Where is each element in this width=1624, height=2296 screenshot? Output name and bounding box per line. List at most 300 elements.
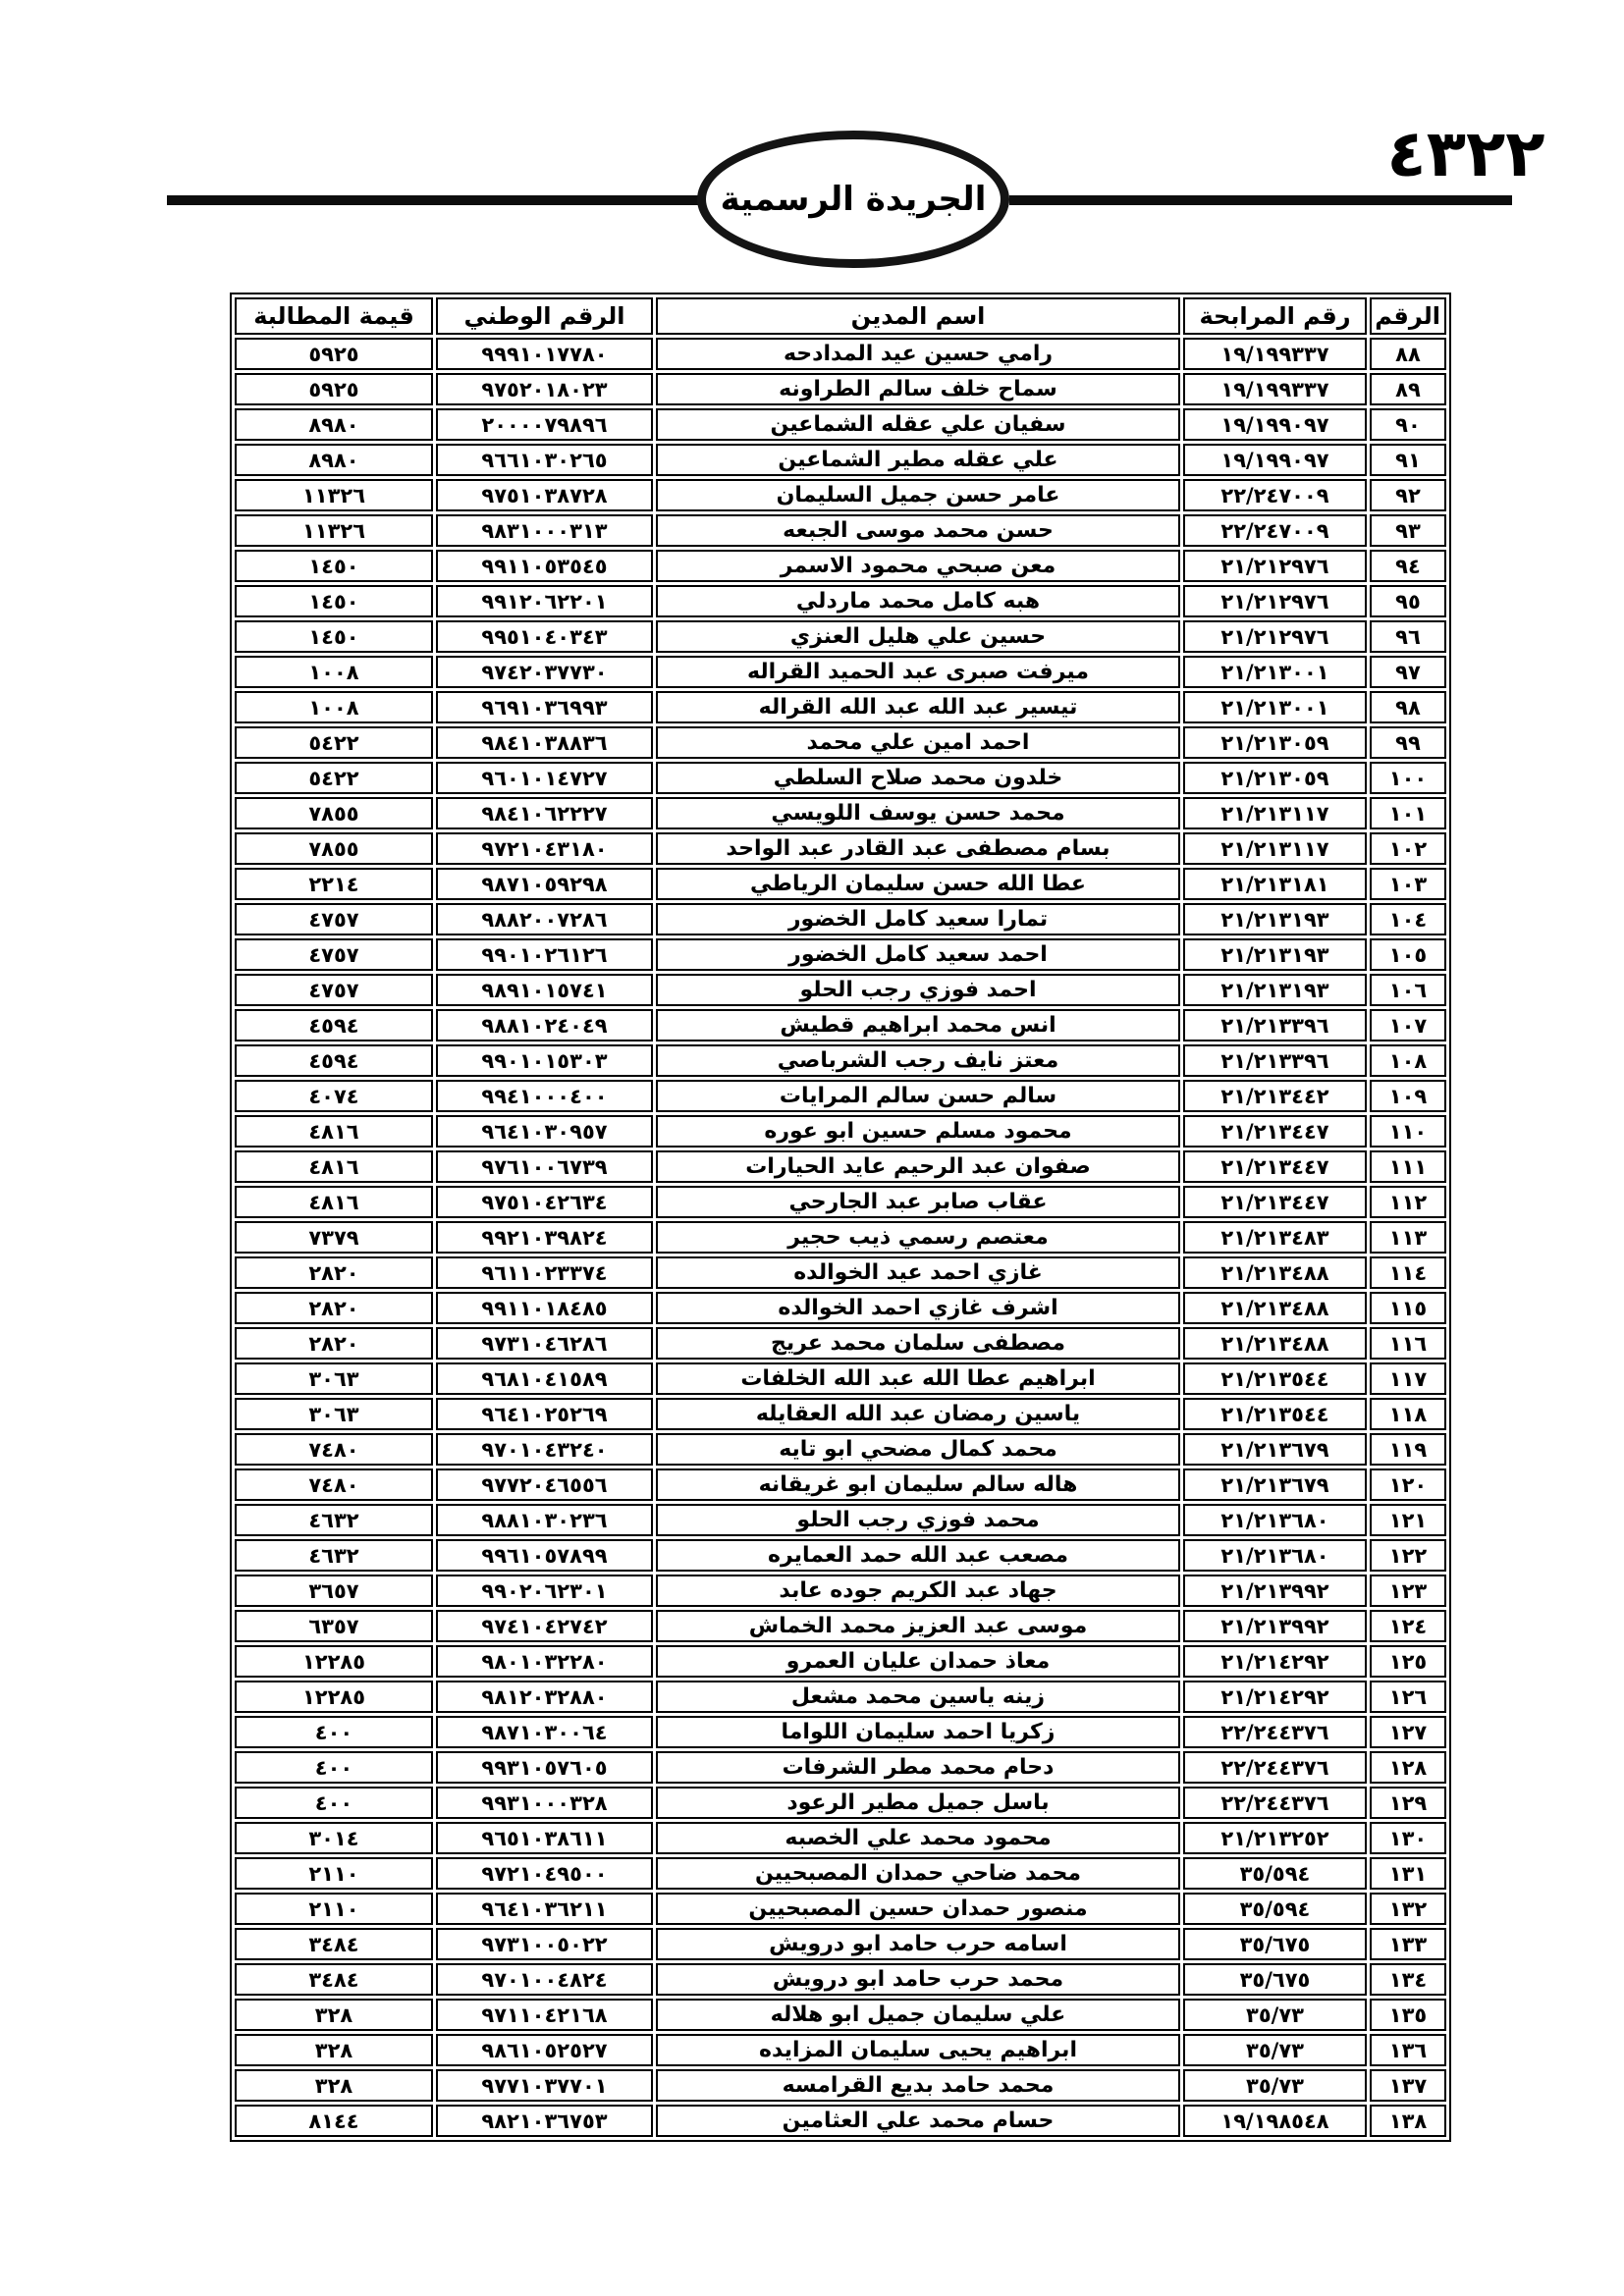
cell-national-id: ٩٧٢١٠٤٩٥٠٠ bbox=[436, 1857, 653, 1890]
cell-national-id: ٩٨٧١٠٥٩٢٩٨ bbox=[436, 868, 653, 900]
cell-national-id: ٩٧٧٢٠٤٦٥٥٦ bbox=[436, 1468, 653, 1501]
cell-murabaha-number: ٢١/٢١٣٩٩٢ bbox=[1183, 1610, 1367, 1642]
cell-index: ٩٨ bbox=[1370, 691, 1446, 723]
cell-national-id: ٩٦٤١٠٣٦٢١١ bbox=[436, 1893, 653, 1925]
cell-debtor-name: عامر حسن جميل السليمان bbox=[656, 479, 1180, 511]
cell-index: ٩٩ bbox=[1370, 726, 1446, 759]
cell-claim-value: ١٤٥٠ bbox=[235, 585, 433, 617]
cell-debtor-name: علي عقله مطير الشماعين bbox=[656, 444, 1180, 476]
cell-murabaha-number: ٢١/٢١٣٤٤٧ bbox=[1183, 1150, 1367, 1183]
cell-claim-value: ٤٨١٦ bbox=[235, 1186, 433, 1218]
cell-national-id: ٩٦٩١٠٣٦٩٩٣ bbox=[436, 691, 653, 723]
cell-claim-value: ٣٠١٤ bbox=[235, 1822, 433, 1854]
cell-murabaha-number: ٢١/٢١٣١٩٣ bbox=[1183, 938, 1367, 971]
cell-national-id: ٩٨٨١٠٣٠٢٣٦ bbox=[436, 1504, 653, 1536]
cell-claim-value: ٢٢١٤ bbox=[235, 868, 433, 900]
cell-debtor-name: ابراهيم يحيى سليمان المزايده bbox=[656, 2034, 1180, 2066]
cell-debtor-name: احمد امين علي محمد bbox=[656, 726, 1180, 759]
cell-murabaha-number: ٣٥/٧٣ bbox=[1183, 2069, 1367, 2102]
cell-claim-value: ٣٤٨٤ bbox=[235, 1963, 433, 1996]
cell-claim-value: ٥٩٢٥ bbox=[235, 338, 433, 370]
cell-index: ٩٣ bbox=[1370, 514, 1446, 547]
cell-murabaha-number: ٢١/٢١٣٥٤٤ bbox=[1183, 1398, 1367, 1430]
cell-claim-value: ٣٠٦٣ bbox=[235, 1362, 433, 1395]
cell-murabaha-number: ٢١/٢١٣٦٧٩ bbox=[1183, 1433, 1367, 1466]
cell-claim-value: ١٢٢٨٥ bbox=[235, 1681, 433, 1713]
cell-claim-value: ٣٤٨٤ bbox=[235, 1928, 433, 1960]
table-row bbox=[235, 1681, 1446, 1713]
cell-national-id: ٩٧٢١٠٤٣١٨٠ bbox=[436, 832, 653, 865]
cell-claim-value: ٤٠٠ bbox=[235, 1751, 433, 1784]
cell-debtor-name: منصور حمدان حسين المصبحيين bbox=[656, 1893, 1180, 1925]
cell-national-id: ٩٨٩١٠١٥٧٤١ bbox=[436, 974, 653, 1006]
cell-claim-value: ٥٤٢٢ bbox=[235, 726, 433, 759]
cell-national-id: ٩٦٦١٠٣٠٢٦٥ bbox=[436, 444, 653, 476]
cell-claim-value: ٧٨٥٥ bbox=[235, 832, 433, 865]
cell-murabaha-number: ٢١/٢١٣١١٧ bbox=[1183, 797, 1367, 829]
table-row bbox=[235, 1009, 1446, 1041]
table-row bbox=[235, 726, 1446, 759]
cell-index: ١٢٨ bbox=[1370, 1751, 1446, 1784]
cell-debtor-name: بسام مصطفى عبد القادر عبد الواحد bbox=[656, 832, 1180, 865]
cell-national-id: ٩٩١١٠٥٣٥٤٥ bbox=[436, 550, 653, 582]
cell-murabaha-number: ٢١/٢١٣٤٤٢ bbox=[1183, 1080, 1367, 1112]
cell-index: ١١٣ bbox=[1370, 1221, 1446, 1254]
table-row bbox=[235, 1539, 1446, 1572]
cell-murabaha-number: ٢١/٢١٢٩٧٦ bbox=[1183, 550, 1367, 582]
cell-murabaha-number: ٢١/٢١٣٤٤٧ bbox=[1183, 1115, 1367, 1148]
cell-index: ١٠٦ bbox=[1370, 974, 1446, 1006]
cell-murabaha-number: ٢١/٢١٣٤٨٣ bbox=[1183, 1221, 1367, 1254]
cell-index: ١١٩ bbox=[1370, 1433, 1446, 1466]
cell-index: ١٢٠ bbox=[1370, 1468, 1446, 1501]
cell-claim-value: ١١٣٢٦ bbox=[235, 514, 433, 547]
cell-index: ١٢٥ bbox=[1370, 1645, 1446, 1678]
cell-national-id: ٩٦١١٠٢٣٣٧٤ bbox=[436, 1256, 653, 1289]
cell-debtor-name: موسى عبد العزيز محمد الخماش bbox=[656, 1610, 1180, 1642]
cell-murabaha-number: ٢٢/٢٤٤٣٧٦ bbox=[1183, 1751, 1367, 1784]
cell-national-id: ٩٩٢١٠٣٩٨٢٤ bbox=[436, 1221, 653, 1254]
cell-national-id: ٩٩٣١٠٠٠٣٢٨ bbox=[436, 1787, 653, 1819]
col-header-claim: قيمة المطالبة bbox=[235, 297, 433, 335]
cell-index: ١٠٧ bbox=[1370, 1009, 1446, 1041]
cell-murabaha-number: ٢١/٢١٣٠٠١ bbox=[1183, 656, 1367, 688]
cell-claim-value: ١٢٢٨٥ bbox=[235, 1645, 433, 1678]
table-row bbox=[235, 797, 1446, 829]
cell-debtor-name: احمد فوزي رجب الحلو bbox=[656, 974, 1180, 1006]
table-row bbox=[235, 1645, 1446, 1678]
cell-index: ١٠٠ bbox=[1370, 762, 1446, 794]
cell-murabaha-number: ٣٥/٦٧٥ bbox=[1183, 1963, 1367, 1996]
cell-national-id: ٩٩١١٠١٨٤٨٥ bbox=[436, 1292, 653, 1324]
cell-debtor-name: محمد حرب حامد ابو درويش bbox=[656, 1963, 1180, 1996]
cell-murabaha-number: ٢١/٢١٣١٩٣ bbox=[1183, 903, 1367, 935]
cell-debtor-name: احمد سعيد كامل الخضور bbox=[656, 938, 1180, 971]
cell-index: ١٢٤ bbox=[1370, 1610, 1446, 1642]
cell-index: ١٢٩ bbox=[1370, 1787, 1446, 1819]
table-row bbox=[235, 691, 1446, 723]
cell-murabaha-number: ١٩/١٩٨٥٤٨ bbox=[1183, 2105, 1367, 2137]
cell-murabaha-number: ٢١/٢١٣٠٥٩ bbox=[1183, 726, 1367, 759]
cell-index: ١٣٦ bbox=[1370, 2034, 1446, 2066]
table-row bbox=[235, 656, 1446, 688]
table-row bbox=[235, 938, 1446, 971]
cell-murabaha-number: ٣٥/٦٧٥ bbox=[1183, 1928, 1367, 1960]
cell-national-id: ٩٩٠١٠١٥٣٠٣ bbox=[436, 1044, 653, 1077]
cell-murabaha-number: ٢١/٢١٣٩٩٢ bbox=[1183, 1575, 1367, 1607]
cell-debtor-name: باسل جميل مطير الرعود bbox=[656, 1787, 1180, 1819]
cell-claim-value: ٤٦٣٢ bbox=[235, 1504, 433, 1536]
cell-index: ٩٤ bbox=[1370, 550, 1446, 582]
cell-index: ١٢٣ bbox=[1370, 1575, 1446, 1607]
cell-debtor-name: ميرفت صبرى عبد الحميد القراله bbox=[656, 656, 1180, 688]
cell-index: ٩١ bbox=[1370, 444, 1446, 476]
cell-index: ٨٩ bbox=[1370, 373, 1446, 405]
cell-debtor-name: سماح خلف سالم الطراونه bbox=[656, 373, 1180, 405]
cell-index: ١١٠ bbox=[1370, 1115, 1446, 1148]
cell-claim-value: ٤٥٩٤ bbox=[235, 1009, 433, 1041]
cell-debtor-name: خلدون محمد صلاح السلطي bbox=[656, 762, 1180, 794]
cell-national-id: ٩٨٨١٠٢٤٠٤٩ bbox=[436, 1009, 653, 1041]
cell-claim-value: ١٤٥٠ bbox=[235, 620, 433, 653]
cell-index: ٩٥ bbox=[1370, 585, 1446, 617]
cell-claim-value: ٤٧٥٧ bbox=[235, 938, 433, 971]
cell-debtor-name: معاذ حمدان عليان العمرو bbox=[656, 1645, 1180, 1678]
table-row bbox=[235, 903, 1446, 935]
cell-murabaha-number: ٢١/٢١٣١٩٣ bbox=[1183, 974, 1367, 1006]
table-row bbox=[235, 1256, 1446, 1289]
cell-national-id: ٩٩٠١٠٢٦١٢٦ bbox=[436, 938, 653, 971]
cell-index: ١١٢ bbox=[1370, 1186, 1446, 1218]
cell-national-id: ٩٧٦١٠٠٦٧٣٩ bbox=[436, 1150, 653, 1183]
cell-index: ١٢٧ bbox=[1370, 1716, 1446, 1748]
cell-index: ١٣٠ bbox=[1370, 1822, 1446, 1854]
cell-national-id: ٩٧١١٠٤٢١٦٨ bbox=[436, 1999, 653, 2031]
col-header-national-id: الرقم الوطني bbox=[436, 297, 653, 335]
cell-claim-value: ٤٧٥٧ bbox=[235, 974, 433, 1006]
cell-debtor-name: زكريا احمد سليمان اللواما bbox=[656, 1716, 1180, 1748]
cell-national-id: ٩٧٤٢٠٣٧٧٣٠ bbox=[436, 656, 653, 688]
table-row bbox=[235, 1857, 1446, 1890]
cell-murabaha-number: ٢٢/٢٤٤٣٧٦ bbox=[1183, 1787, 1367, 1819]
cell-murabaha-number: ٢١/٢١٤٢٩٢ bbox=[1183, 1681, 1367, 1713]
cell-debtor-name: معتصم رسمي ذيب حجير bbox=[656, 1221, 1180, 1254]
cell-index: ١٣٣ bbox=[1370, 1928, 1446, 1960]
table-row bbox=[235, 1433, 1446, 1466]
cell-debtor-name: ياسين رمضان عبد الله العقايله bbox=[656, 1398, 1180, 1430]
cell-claim-value: ٢١١٠ bbox=[235, 1893, 433, 1925]
cell-index: ١٢٢ bbox=[1370, 1539, 1446, 1572]
cell-murabaha-number: ١٩/١٩٩٠٩٧ bbox=[1183, 408, 1367, 441]
cell-debtor-name: ابراهيم عطا الله عبد الله الخلفات bbox=[656, 1362, 1180, 1395]
cell-national-id: ٩٨٦١٠٥٢٥٢٧ bbox=[436, 2034, 653, 2066]
table-row bbox=[235, 1610, 1446, 1642]
cell-index: ١٢٦ bbox=[1370, 1681, 1446, 1713]
table-row bbox=[235, 444, 1446, 476]
cell-debtor-name: حسين علي هليل العنزي bbox=[656, 620, 1180, 653]
table-row bbox=[235, 1362, 1446, 1395]
cell-murabaha-number: ٢٢/٢٤٤٣٧٦ bbox=[1183, 1716, 1367, 1748]
cell-claim-value: ٣٢٨ bbox=[235, 1999, 433, 2031]
table-row bbox=[235, 1999, 1446, 2031]
cell-index: ١١١ bbox=[1370, 1150, 1446, 1183]
masthead-rule-left bbox=[167, 195, 699, 205]
table-row bbox=[235, 1893, 1446, 1925]
cell-murabaha-number: ٢١/٢١٣٤٨٨ bbox=[1183, 1327, 1367, 1360]
cell-debtor-name: سفيان علي عقله الشماعين bbox=[656, 408, 1180, 441]
cell-national-id: ٩٧٥١٠٤٢٦٣٤ bbox=[436, 1186, 653, 1218]
table-row bbox=[235, 1186, 1446, 1218]
cell-claim-value: ٢٨٢٠ bbox=[235, 1256, 433, 1289]
col-header-index: الرقم bbox=[1370, 297, 1446, 335]
cell-murabaha-number: ٢١/٢١٣٣٩٦ bbox=[1183, 1044, 1367, 1077]
table-row bbox=[235, 1575, 1446, 1607]
table-row bbox=[235, 1115, 1446, 1148]
cell-claim-value: ٧٨٥٥ bbox=[235, 797, 433, 829]
cell-national-id: ٩٩٩١٠١٧٧٨٠ bbox=[436, 338, 653, 370]
cell-debtor-name: محمود مسلم حسين ابو عوره bbox=[656, 1115, 1180, 1148]
cell-debtor-name: معتز نايف رجب الشرباصي bbox=[656, 1044, 1180, 1077]
cell-claim-value: ٤٨١٦ bbox=[235, 1150, 433, 1183]
cell-national-id: ٩٧٤١٠٤٢٧٤٢ bbox=[436, 1610, 653, 1642]
cell-claim-value: ٢٨٢٠ bbox=[235, 1327, 433, 1360]
cell-national-id: ٩٩٤١٠٠٠٤٠٠ bbox=[436, 1080, 653, 1112]
cell-index: ١٣٨ bbox=[1370, 2105, 1446, 2137]
table-row bbox=[235, 1150, 1446, 1183]
cell-index: ١٠٥ bbox=[1370, 938, 1446, 971]
cell-claim-value: ٤٦٣٢ bbox=[235, 1539, 433, 1572]
table-row bbox=[235, 868, 1446, 900]
cell-debtor-name: عطا الله حسن سليمان الرياطي bbox=[656, 868, 1180, 900]
cell-debtor-name: مصعب عبد الله حمد العمايره bbox=[656, 1539, 1180, 1572]
cell-claim-value: ٧٤٨٠ bbox=[235, 1433, 433, 1466]
cell-national-id: ٩٦٤١٠٢٥٢٦٩ bbox=[436, 1398, 653, 1430]
table-row bbox=[235, 2069, 1446, 2102]
cell-claim-value: ٤٠٠ bbox=[235, 1716, 433, 1748]
cell-index: ١٣٥ bbox=[1370, 1999, 1446, 2031]
table-row bbox=[235, 1716, 1446, 1748]
table-row bbox=[235, 1221, 1446, 1254]
cell-claim-value: ٤٠٠ bbox=[235, 1787, 433, 1819]
table-row bbox=[235, 373, 1446, 405]
cell-debtor-name: صفوان عبد الرحيم عايد الحيارات bbox=[656, 1150, 1180, 1183]
table-row bbox=[235, 1504, 1446, 1536]
cell-murabaha-number: ١٩/١٩٩٣٣٧ bbox=[1183, 338, 1367, 370]
cell-claim-value: ٤٧٥٧ bbox=[235, 903, 433, 935]
cell-claim-value: ١٠٠٨ bbox=[235, 691, 433, 723]
cell-index: ١٣٤ bbox=[1370, 1963, 1446, 1996]
table-body bbox=[235, 338, 1446, 2137]
cell-murabaha-number: ٣٥/٥٩٤ bbox=[1183, 1893, 1367, 1925]
table-row bbox=[235, 762, 1446, 794]
cell-national-id: ٩٩٦١٠٥٧٨٩٩ bbox=[436, 1539, 653, 1572]
cell-national-id: ٩٨٤١٠٣٨٨٣٦ bbox=[436, 726, 653, 759]
table-row bbox=[235, 1327, 1446, 1360]
cell-national-id: ٢٠٠٠٠٧٩٨٩٦ bbox=[436, 408, 653, 441]
cell-murabaha-number: ٢١/٢١٣٦٨٠ bbox=[1183, 1504, 1367, 1536]
cell-index: ١١٧ bbox=[1370, 1362, 1446, 1395]
cell-national-id: ٩٨١٢٠٣٢٨٨٠ bbox=[436, 1681, 653, 1713]
table-row bbox=[235, 514, 1446, 547]
cell-debtor-name: حسن محمد موسى الجبعه bbox=[656, 514, 1180, 547]
cell-index: ١٠٩ bbox=[1370, 1080, 1446, 1112]
cell-national-id: ٩٧٥٢٠١٨٠٢٣ bbox=[436, 373, 653, 405]
cell-debtor-name: معن صبحي محمود الاسمر bbox=[656, 550, 1180, 582]
cell-index: ٩٦ bbox=[1370, 620, 1446, 653]
cell-claim-value: ٣٦٥٧ bbox=[235, 1575, 433, 1607]
cell-claim-value: ٣٠٦٣ bbox=[235, 1398, 433, 1430]
cell-claim-value: ٧٣٧٩ bbox=[235, 1221, 433, 1254]
masthead-title: الجريدة الرسمية bbox=[720, 180, 987, 219]
cell-debtor-name: رامي حسين عيد المدادحه bbox=[656, 338, 1180, 370]
cell-murabaha-number: ٢٢/٢٤٧٠٠٩ bbox=[1183, 514, 1367, 547]
table-row bbox=[235, 408, 1446, 441]
cell-national-id: ٩٦٨١٠٤١٥٨٩ bbox=[436, 1362, 653, 1395]
cell-national-id: ٩٨٤١٠٦٢٢٢٧ bbox=[436, 797, 653, 829]
cell-murabaha-number: ٣٥/٧٣ bbox=[1183, 2034, 1367, 2066]
cell-index: ١٣١ bbox=[1370, 1857, 1446, 1890]
cell-national-id: ٩٨٧١٠٣٠٠٦٤ bbox=[436, 1716, 653, 1748]
table-row bbox=[235, 479, 1446, 511]
cell-national-id: ٩٧٠١٠٠٤٨٢٤ bbox=[436, 1963, 653, 1996]
cell-claim-value: ٤٨١٦ bbox=[235, 1115, 433, 1148]
cell-index: ١٠٨ bbox=[1370, 1044, 1446, 1077]
table-row bbox=[235, 1468, 1446, 1501]
cell-claim-value: ١٤٥٠ bbox=[235, 550, 433, 582]
table-row bbox=[235, 1044, 1446, 1077]
cell-murabaha-number: ٢١/٢١٣٠٥٩ bbox=[1183, 762, 1367, 794]
cell-debtor-name: غازي احمد عيد الخوالده bbox=[656, 1256, 1180, 1289]
cell-murabaha-number: ٢١/٢١٣٦٧٩ bbox=[1183, 1468, 1367, 1501]
col-header-debtor: اسم المدين bbox=[656, 297, 1180, 335]
cell-debtor-name: تمارا سعيد كامل الخضور bbox=[656, 903, 1180, 935]
cell-murabaha-number: ٢١/٢١٣٠٠١ bbox=[1183, 691, 1367, 723]
cell-national-id: ٩٦٤١٠٣٠٩٥٧ bbox=[436, 1115, 653, 1148]
table-row bbox=[235, 1963, 1446, 1996]
cell-national-id: ٩٧٠١٠٤٣٢٤٠ bbox=[436, 1433, 653, 1466]
cell-index: ١٠١ bbox=[1370, 797, 1446, 829]
cell-national-id: ٩٧٣١٠٤٦٢٨٦ bbox=[436, 1327, 653, 1360]
cell-index: ١١٨ bbox=[1370, 1398, 1446, 1430]
table-row bbox=[235, 832, 1446, 865]
cell-national-id: ٩٧٥١٠٣٨٧٢٨ bbox=[436, 479, 653, 511]
table-row bbox=[235, 1751, 1446, 1784]
table-row bbox=[235, 620, 1446, 653]
cell-murabaha-number: ٢١/٢١٣٣٩٦ bbox=[1183, 1009, 1367, 1041]
cell-national-id: ٩٩٥١٠٤٠٣٤٣ bbox=[436, 620, 653, 653]
cell-murabaha-number: ٢١/٢١٣٤٨٨ bbox=[1183, 1292, 1367, 1324]
cell-claim-value: ٦٣٥٧ bbox=[235, 1610, 433, 1642]
cell-index: ١٣٢ bbox=[1370, 1893, 1446, 1925]
table-row bbox=[235, 1928, 1446, 1960]
cell-murabaha-number: ٢٢/٢٤٧٠٠٩ bbox=[1183, 479, 1367, 511]
cell-murabaha-number: ٢١/٢١٣٢٥٢ bbox=[1183, 1822, 1367, 1854]
cell-claim-value: ٥٩٢٥ bbox=[235, 373, 433, 405]
cell-debtor-name: محمد حسن يوسف اللويسي bbox=[656, 797, 1180, 829]
table-row bbox=[235, 1822, 1446, 1854]
cell-index: ١١٤ bbox=[1370, 1256, 1446, 1289]
cell-index: ١٢١ bbox=[1370, 1504, 1446, 1536]
cell-claim-value: ٨٩٨٠ bbox=[235, 408, 433, 441]
table-row bbox=[235, 974, 1446, 1006]
col-header-murabaha: رقم المرابحة bbox=[1183, 297, 1367, 335]
cell-national-id: ٩٩١٢٠٦٢٢٠١ bbox=[436, 585, 653, 617]
table-row bbox=[235, 1080, 1446, 1112]
cell-murabaha-number: ١٩/١٩٩٠٩٧ bbox=[1183, 444, 1367, 476]
cell-claim-value: ٢٨٢٠ bbox=[235, 1292, 433, 1324]
cell-national-id: ٩٧٧١٠٣٧٧٠١ bbox=[436, 2069, 653, 2102]
masthead-oval bbox=[697, 131, 1009, 268]
cell-debtor-name: مصطفى سلمان محمد عريج bbox=[656, 1327, 1180, 1360]
table-row bbox=[235, 2034, 1446, 2066]
cell-national-id: ٩٨٢١٠٣٦٧٥٣ bbox=[436, 2105, 653, 2137]
cell-murabaha-number: ٣٥/٥٩٤ bbox=[1183, 1857, 1367, 1890]
cell-debtor-name: سالم حسن سالم المرايات bbox=[656, 1080, 1180, 1112]
cell-claim-value: ٣٢٨ bbox=[235, 2069, 433, 2102]
cell-national-id: ٩٩٠٢٠٦٢٣٠١ bbox=[436, 1575, 653, 1607]
table-row bbox=[235, 1787, 1446, 1819]
cell-murabaha-number: ٢١/٢١٣٤٨٨ bbox=[1183, 1256, 1367, 1289]
cell-murabaha-number: ٢١/٢١٤٢٩٢ bbox=[1183, 1645, 1367, 1678]
cell-claim-value: ١١٣٢٦ bbox=[235, 479, 433, 511]
cell-index: ٩٧ bbox=[1370, 656, 1446, 688]
cell-index: ١٠٣ bbox=[1370, 868, 1446, 900]
table-row bbox=[235, 1398, 1446, 1430]
cell-murabaha-number: ٣٥/٧٣ bbox=[1183, 1999, 1367, 2031]
cell-debtor-name: عقاب صابر عبد الجارحي bbox=[656, 1186, 1180, 1218]
cell-claim-value: ٧٤٨٠ bbox=[235, 1468, 433, 1501]
cell-murabaha-number: ٢١/٢١٣٥٤٤ bbox=[1183, 1362, 1367, 1395]
table-header-row bbox=[235, 297, 1446, 335]
cell-debtor-name: انس محمد ابراهيم قطيش bbox=[656, 1009, 1180, 1041]
cell-murabaha-number: ٢١/٢١٣١١٧ bbox=[1183, 832, 1367, 865]
cell-murabaha-number: ٢١/٢١٣١٨١ bbox=[1183, 868, 1367, 900]
cell-debtor-name: محمد فوزي رجب الحلو bbox=[656, 1504, 1180, 1536]
cell-debtor-name: محمود محمد علي الخصبه bbox=[656, 1822, 1180, 1854]
cell-claim-value: ٤٥٩٤ bbox=[235, 1044, 433, 1077]
cell-index: ١٠٢ bbox=[1370, 832, 1446, 865]
table-row bbox=[235, 2105, 1446, 2137]
cell-national-id: ٩٩٣١٠٥٧٦٠٥ bbox=[436, 1751, 653, 1784]
cell-index: ١١٦ bbox=[1370, 1327, 1446, 1360]
cell-index: ٩٠ bbox=[1370, 408, 1446, 441]
cell-index: ١٠٤ bbox=[1370, 903, 1446, 935]
table-row bbox=[235, 585, 1446, 617]
cell-murabaha-number: ٢١/٢١٢٩٧٦ bbox=[1183, 620, 1367, 653]
cell-debtor-name: هبه كامل محمد ماردلي bbox=[656, 585, 1180, 617]
cell-murabaha-number: ٢١/٢١٢٩٧٦ bbox=[1183, 585, 1367, 617]
cell-debtor-name: جهاد عبد الكريم جوده عابد bbox=[656, 1575, 1180, 1607]
cell-debtor-name: زينه ياسين محمد مشعل bbox=[656, 1681, 1180, 1713]
cell-national-id: ٩٦٥١٠٣٨٦١١ bbox=[436, 1822, 653, 1854]
cell-national-id: ٩٦٠١٠١٤٧٢٧ bbox=[436, 762, 653, 794]
cell-debtor-name: اشرف غازي احمد الخوالده bbox=[656, 1292, 1180, 1324]
cell-index: ١١٥ bbox=[1370, 1292, 1446, 1324]
cell-debtor-name: هاله سالم سليمان ابو غريقانه bbox=[656, 1468, 1180, 1501]
cell-claim-value: ١٠٠٨ bbox=[235, 656, 433, 688]
cell-debtor-name: محمد كمال مضحي ابو تايه bbox=[656, 1433, 1180, 1466]
cell-claim-value: ٨١٤٤ bbox=[235, 2105, 433, 2137]
cell-national-id: ٩٨٣١٠٠٠٣١٣ bbox=[436, 514, 653, 547]
cell-claim-value: ٤٠٧٤ bbox=[235, 1080, 433, 1112]
cell-debtor-name: علي سليمان جميل ابو هلاله bbox=[656, 1999, 1180, 2031]
cell-debtor-name: دحام محمد مطر الشرفات bbox=[656, 1751, 1180, 1784]
cell-index: ١٣٧ bbox=[1370, 2069, 1446, 2102]
cell-debtor-name: محمد حامد بديع القرامسه bbox=[656, 2069, 1180, 2102]
cell-claim-value: ٨٩٨٠ bbox=[235, 444, 433, 476]
cell-national-id: ٩٨٠١٠٣٢٢٨٠ bbox=[436, 1645, 653, 1678]
table-row bbox=[235, 550, 1446, 582]
